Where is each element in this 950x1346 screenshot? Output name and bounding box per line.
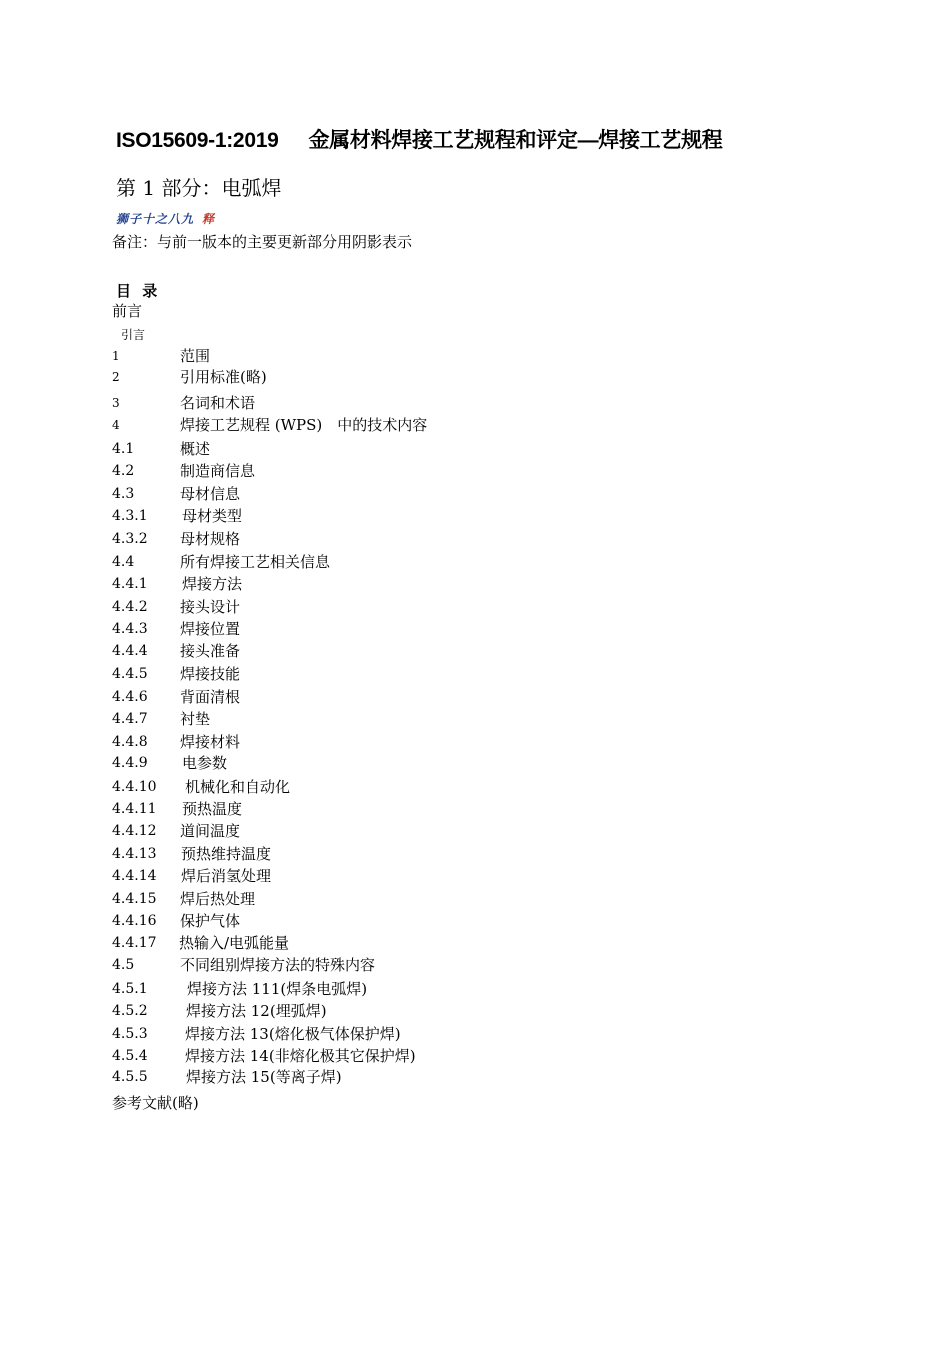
toc-item-title: 焊接位置 xyxy=(180,620,241,638)
standard-title: 金属材料焊接工艺规程和评定—焊接工艺规程 xyxy=(308,129,723,152)
toc-introduction: 引言 xyxy=(121,328,146,342)
toc-item-title: 焊接材料 xyxy=(180,733,241,751)
toc-item-title: 接头设计 xyxy=(180,598,241,616)
toc-item-number: 4.3.1 xyxy=(112,508,148,524)
toc-item-title: 预热温度 xyxy=(182,800,243,818)
toc-item-title: 不同组别焊接方法的特殊内容 xyxy=(180,956,376,974)
toc-item-title: 焊接方法 13(熔化极气体保护焊) xyxy=(185,1025,401,1043)
toc-item-title: 焊接技能 xyxy=(180,665,241,683)
toc-item-number: 4.5.5 xyxy=(112,1069,148,1085)
toc-item-number: 4.1 xyxy=(112,441,135,457)
toc-item-title: 焊接方法 14(非熔化极其它保护焊) xyxy=(185,1047,416,1065)
toc-bibliography: 参考文献(略) xyxy=(112,1094,199,1112)
toc-item-title: 焊接方法 15(等离子焊) xyxy=(186,1068,342,1086)
standard-code: ISO15609-1:2019 xyxy=(116,129,279,152)
toc-item-title: 接头准备 xyxy=(180,642,241,660)
toc-item-title: 热输入/电弧能量 xyxy=(179,934,290,952)
toc-heading: 目 录 xyxy=(116,282,161,300)
toc-item-number: 4.5.1 xyxy=(112,981,148,997)
toc-item-number: 4.5.3 xyxy=(112,1026,148,1042)
toc-item-title: 引用标准(略) xyxy=(180,368,267,386)
toc-item-number: 4.5 xyxy=(112,957,135,973)
document-subtitle: 第 1 部分：电弧焊 xyxy=(116,176,282,200)
toc-item-number: 4.4.11 xyxy=(112,801,157,817)
toc-item-title: 机械化和自动化 xyxy=(185,778,291,796)
toc-item-number: 4.4.7 xyxy=(112,711,148,727)
toc-item-number: 4.4.17 xyxy=(112,935,157,951)
toc-item-title: 焊接方法 12(埋弧焊) xyxy=(186,1002,327,1020)
toc-item-number: 4.4.9 xyxy=(112,755,148,771)
toc-item-number: 4.4.2 xyxy=(112,599,148,615)
toc-item-title: 背面清根 xyxy=(180,688,241,706)
toc-item-number: 4.3.2 xyxy=(112,531,148,547)
toc-item-number: 4.3 xyxy=(112,486,135,502)
toc-item-title: 焊接工艺规程 (WPS) 中的技术内容 xyxy=(180,416,428,434)
toc-item-number: 4.4.5 xyxy=(112,666,148,682)
toc-item-number: 3 xyxy=(112,396,120,410)
toc-item-title: 焊后消氢处理 xyxy=(181,867,272,885)
toc-item-number: 4.5.2 xyxy=(112,1003,148,1019)
toc-item-number: 4.4.15 xyxy=(112,891,157,907)
signature xyxy=(116,210,215,227)
toc-item-number: 4.5.4 xyxy=(112,1048,148,1064)
toc-item-title: 焊接方法 xyxy=(182,575,243,593)
toc-item-number: 4.4.8 xyxy=(112,734,148,750)
toc-item-number: 4.4.12 xyxy=(112,823,157,839)
toc-item-number: 4.2 xyxy=(112,463,135,479)
toc-foreword: 前言 xyxy=(112,302,143,320)
toc-item-number: 4.4.4 xyxy=(112,643,148,659)
toc-item-number: 4.4 xyxy=(112,554,135,570)
toc-item-number: 4.4.3 xyxy=(112,621,148,637)
toc-item-number: 4.4.10 xyxy=(112,779,157,795)
toc-item-title: 焊后热处理 xyxy=(180,890,256,908)
toc-item-title: 预热维持温度 xyxy=(181,845,272,863)
toc-item-title: 电参数 xyxy=(182,754,228,772)
toc-item-title: 衬垫 xyxy=(180,710,211,728)
toc-item-number: 1 xyxy=(112,349,120,363)
toc-item-title: 概述 xyxy=(180,440,211,458)
toc-item-title: 保护气体 xyxy=(180,912,241,930)
revision-note: 备注：与前一版本的主要更新部分用阴影表示 xyxy=(112,233,413,251)
toc-item-number: 4.4.16 xyxy=(112,913,157,929)
toc-item-title: 制造商信息 xyxy=(180,462,256,480)
toc-item-number: 4.4.14 xyxy=(112,868,157,884)
toc-item-number: 4 xyxy=(112,418,120,432)
signature-seal: 释 xyxy=(202,212,216,226)
toc-item-number: 4.4.13 xyxy=(112,846,157,862)
document-title xyxy=(116,124,722,154)
toc-item-title: 范围 xyxy=(180,347,211,365)
toc-item-title: 母材信息 xyxy=(180,485,241,503)
toc-item-title: 母材类型 xyxy=(182,507,243,525)
toc-item-number: 4.4.6 xyxy=(112,689,148,705)
toc-item-title: 所有焊接工艺相关信息 xyxy=(180,553,331,571)
toc-item-number: 2 xyxy=(112,370,120,384)
toc-item-title: 焊接方法 111(焊条电弧焊) xyxy=(187,980,368,998)
toc-item-title: 道间温度 xyxy=(180,822,241,840)
toc-item-title: 母材规格 xyxy=(180,530,241,548)
toc-item-number: 4.4.1 xyxy=(112,576,148,592)
toc-item-title: 名词和术语 xyxy=(180,394,256,412)
signature-text: 狮子十之八九 xyxy=(116,212,195,226)
